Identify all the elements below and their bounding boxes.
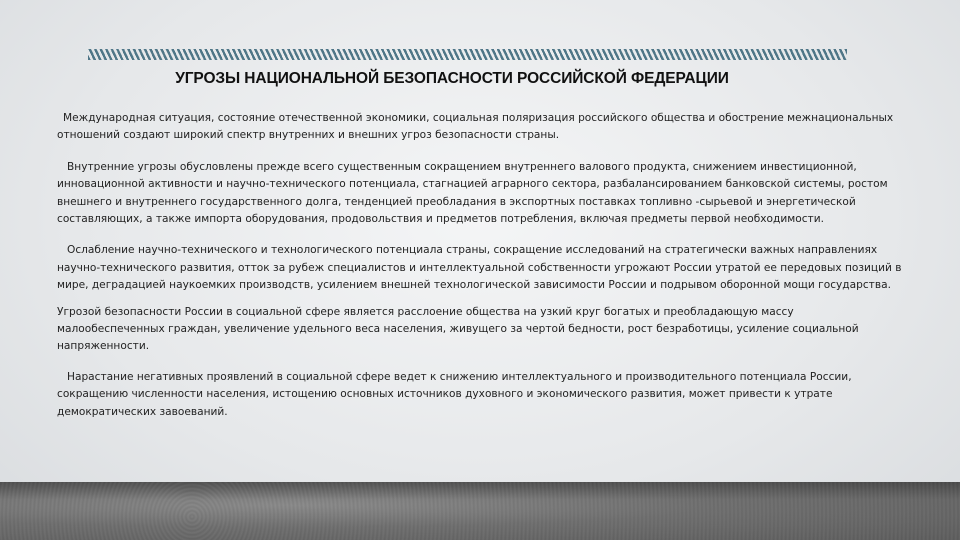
paragraph-negative-social-trends: Нарастание негативных проявлений в социальной сфере ведет к снижению интеллектуального и производительного потенциала России, сокращению численности населения, истощению основных источников духовного и экономического развития, может привести к утрате демократических завоеваний.: [57, 370, 852, 418]
paragraph-scientific-potential: Ослабление научно-технического и технологического потенциала страны, сокращение исследований на стратегически важных направлениях научно-технического развития, отток за рубеж специалистов и интеллектуальной собственности угрожают России утратой ее передовых позиций в мире, деградацией наукоемких производств, усилением внешней технологической зависимости России и подрывом оборонной мощи государства.: [57, 244, 902, 292]
slide-title: УГРОЗЫ НАЦИОНАЛЬНОЙ БЕЗОПАСНОСТИ РОССИЙСКОЙ ФЕДЕРАЦИИ: [175, 70, 729, 87]
paragraph-social-sphere-threat: Угрозой безопасности России в социальной сфере является расслоение общества на узкий круг богатых и преобладающую массу малообеспеченных граждан, увеличение удельного веса населения, живущего за чертой бедности, рост безработицы, усиление социальной напряженности.: [57, 305, 859, 353]
paragraph-international-situation: Международная ситуация, состояние отечественной экономики, социальная поляризация российского общества и обострение межнациональных отношений создают широкий спектр внутренних и внешних угроз безопасности страны.: [57, 112, 894, 142]
paragraph-internal-threats: Внутренние угрозы обусловлены прежде всего существенным сокращением внутреннего валового продукта, снижением инвестиционной, инновационной активности и научно-технического потенциала, стагнацией аграрного сектора, разбалансированием банковской системы, ростом внешнего и внутреннего государственного долга, тенденцией преобладания в экспортных поставках топливно -сырьевой и энергетической составляющих, а также импорта оборудования, продовольствия и предметов потребления, включая предметы первой необходимости.: [57, 160, 888, 226]
decorative-hatch-bar: [88, 49, 847, 60]
slide-body: [57, 110, 903, 421]
decorative-floor-texture: [0, 482, 960, 540]
